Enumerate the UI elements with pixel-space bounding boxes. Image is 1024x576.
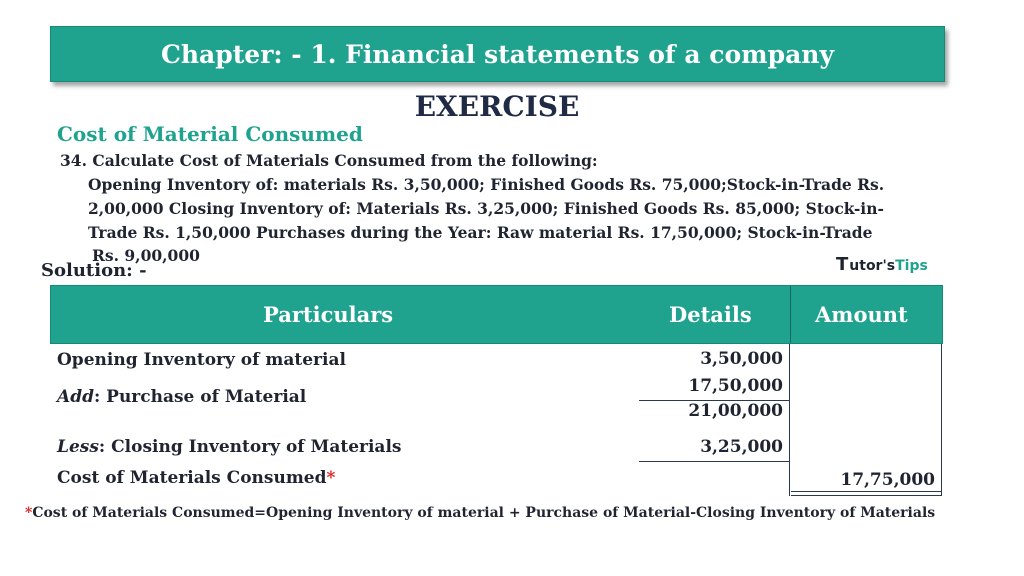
header-particulars: Particulars (263, 302, 394, 327)
footnote-text: Cost of Materials Consumed=Opening Inventory of material + Purchase of Material-Closing Inventory of Materials (32, 505, 936, 521)
amount-column-left-border (789, 344, 790, 496)
details-purchase: 17,50,000 (688, 376, 783, 396)
section-title: Cost of Material Consumed (57, 122, 363, 146)
total-double-rule-top (791, 491, 941, 492)
row-label-total: Cost of Materials Consumed* (57, 468, 336, 488)
amount-total: 17,75,000 (840, 470, 935, 490)
solution-label: Solution: - (41, 260, 147, 281)
details-closing-inventory: 3,25,000 (700, 437, 783, 457)
logo-text-accent: Tips (895, 258, 928, 274)
header-details: Details (669, 302, 752, 327)
header-divider (790, 286, 791, 343)
question-line: 2,00,000 Closing Inventory of: Materials Rs. 3,25,000; Finished Goods Rs. 85,000; Stock-in- (88, 199, 884, 218)
chapter-banner (50, 26, 945, 82)
question-line: Opening Inventory of: materials Rs. 3,50,000; Finished Goods Rs. 75,000;Stock-in-Trade Rs. (88, 175, 885, 194)
chapter-title: Chapter: - 1. Financial statements of a company (160, 39, 834, 69)
exercise-heading: EXERCISE (414, 90, 580, 123)
row-label-closing-inventory: Less: Closing Inventory of Materials (57, 437, 402, 457)
row-label-purchase: Add: Purchase of Material (57, 387, 307, 407)
footnote-asterisk: * (25, 505, 33, 521)
row-prefix-less: Less (57, 437, 99, 457)
question-prompt: 34. Calculate Cost of Materials Consumed from the following: (60, 151, 598, 170)
header-amount: Amount (815, 302, 908, 327)
question-line: Rs. 9,00,000 (92, 246, 200, 265)
row-label-opening-inventory: Opening Inventory of material (57, 350, 346, 370)
logo-mark-icon: T (836, 254, 849, 275)
details-subtotal: 21,00,000 (688, 401, 783, 421)
table-header (50, 285, 943, 344)
footnote (25, 505, 935, 521)
logo-text: utor's (849, 258, 896, 274)
footnote-marker: * (326, 468, 336, 488)
total-double-rule-bottom (791, 495, 941, 496)
amount-column-right-border (941, 344, 942, 496)
question-line: Trade Rs. 1,50,000 Purchases during the Year: Raw material Rs. 17,50,000; Stock-in-Trade (88, 223, 873, 242)
details-bottom-rule (639, 461, 789, 462)
tutorstips-logo (836, 254, 928, 275)
row-prefix-add: Add (57, 387, 94, 407)
details-opening-inventory: 3,50,000 (700, 349, 783, 369)
